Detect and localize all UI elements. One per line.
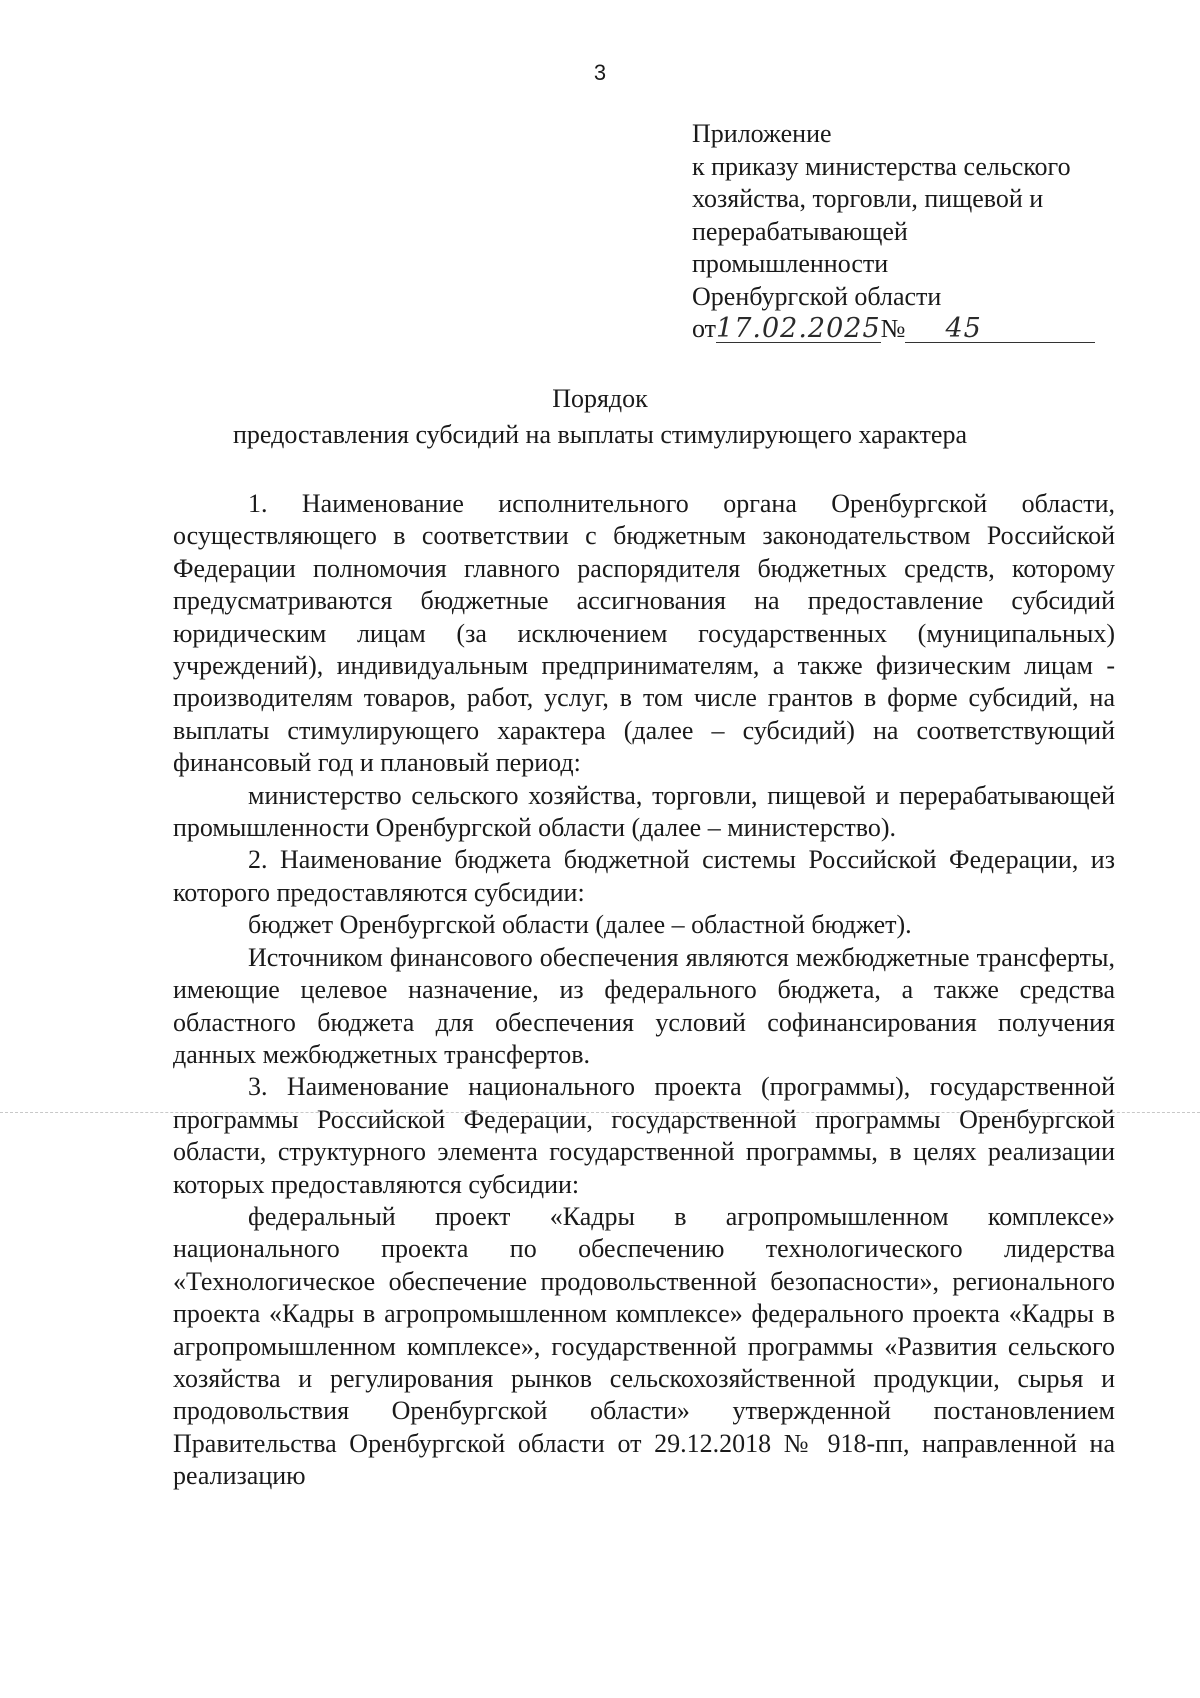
paragraph-3: 3. Наименование национального проекта (программы), государственной программы Российской Федерации, государственной программы Оренбургской области, структурного элемента государственной программы, в целях реализации которых предоставляются субсидии: xyxy=(173,1072,1115,1199)
number-sign: № xyxy=(880,314,906,343)
page-number: 3 xyxy=(593,60,607,85)
document-body xyxy=(173,488,1115,1493)
appendix-block xyxy=(692,118,1112,346)
paragraph-1: 1. Наименование исполнительного органа Оренбургской области, осуществляющего в соответствии с бюджетным законодательством Российской Федерации полномочия главного распорядителя бюджетных средств, которому предусматриваются бюджетные ассигнования на предоставление субсидий юридическим лицам (за исключением государственных (муниципальных) учреждений), индивидуальным предпринимателям, а также физическим лицам - производителям товаров, работ, услуг, в том числе грантов в форме субсидий, на выплаты стимулирующего характера (далее – субсидий) на соответствующий финансовый год и плановый период: xyxy=(173,489,1115,778)
handwritten-date: 17.02.2025 xyxy=(716,313,881,344)
appendix-line: Приложение xyxy=(692,119,832,148)
appendix-date-line xyxy=(692,313,1112,346)
handwritten-number: 45 xyxy=(905,316,1095,343)
date-prefix: от xyxy=(692,314,717,343)
paragraph-budget: бюджет Оренбургской области (далее – областной бюджет). xyxy=(248,910,912,940)
paragraph-federal-project: федеральный проект «Кадры в агропромышленном комплексе» национального проекта по обеспечению технологического лидерства «Технологическое обеспечение продовольственной безопасности», регионального проекта «Кадры в агропромышленном комплексе» федерального проекта «Кадры в агропромышленном комплексе», государственной программы «Развития сельского хозяйства и регулирования рынков сельскохозяйственной продукции, сырья и продовольствия Оренбургской области» утвержденной постановлением Правительства Оренбургской области от 29.12.2018 № 918-пп, направленной на реализацию xyxy=(173,1201,1115,1491)
appendix-line: Оренбургской области xyxy=(692,281,942,311)
document-title: Порядок xyxy=(552,384,648,413)
appendix-line: перерабатывающей xyxy=(692,216,908,246)
appendix-line: хозяйства, торговли, пищевой и xyxy=(692,184,1044,213)
appendix-line: промышленности xyxy=(692,249,889,278)
appendix-line: к приказу министерства сельского xyxy=(692,151,1071,181)
paragraph-2: 2. Наименование бюджета бюджетной системы Российской Федерации, из которого предоставляются субсидии: xyxy=(173,845,1115,907)
document-subtitle: предоставления субсидий на выплаты стимулирующего характера xyxy=(232,420,967,449)
paragraph-ministry: министерство сельского хозяйства, торговли, пищевой и перерабатывающей промышленности Оренбургской области (далее – министерство). xyxy=(173,780,1115,843)
paragraph-source: Источником финансового обеспечения являются межбюджетные трансферты, имеющие целевое назначение, из федерального бюджета, а также средства областного бюджета для обеспечения условий софинансирования получения данных межбюджетных трансфертов. xyxy=(173,942,1115,1069)
